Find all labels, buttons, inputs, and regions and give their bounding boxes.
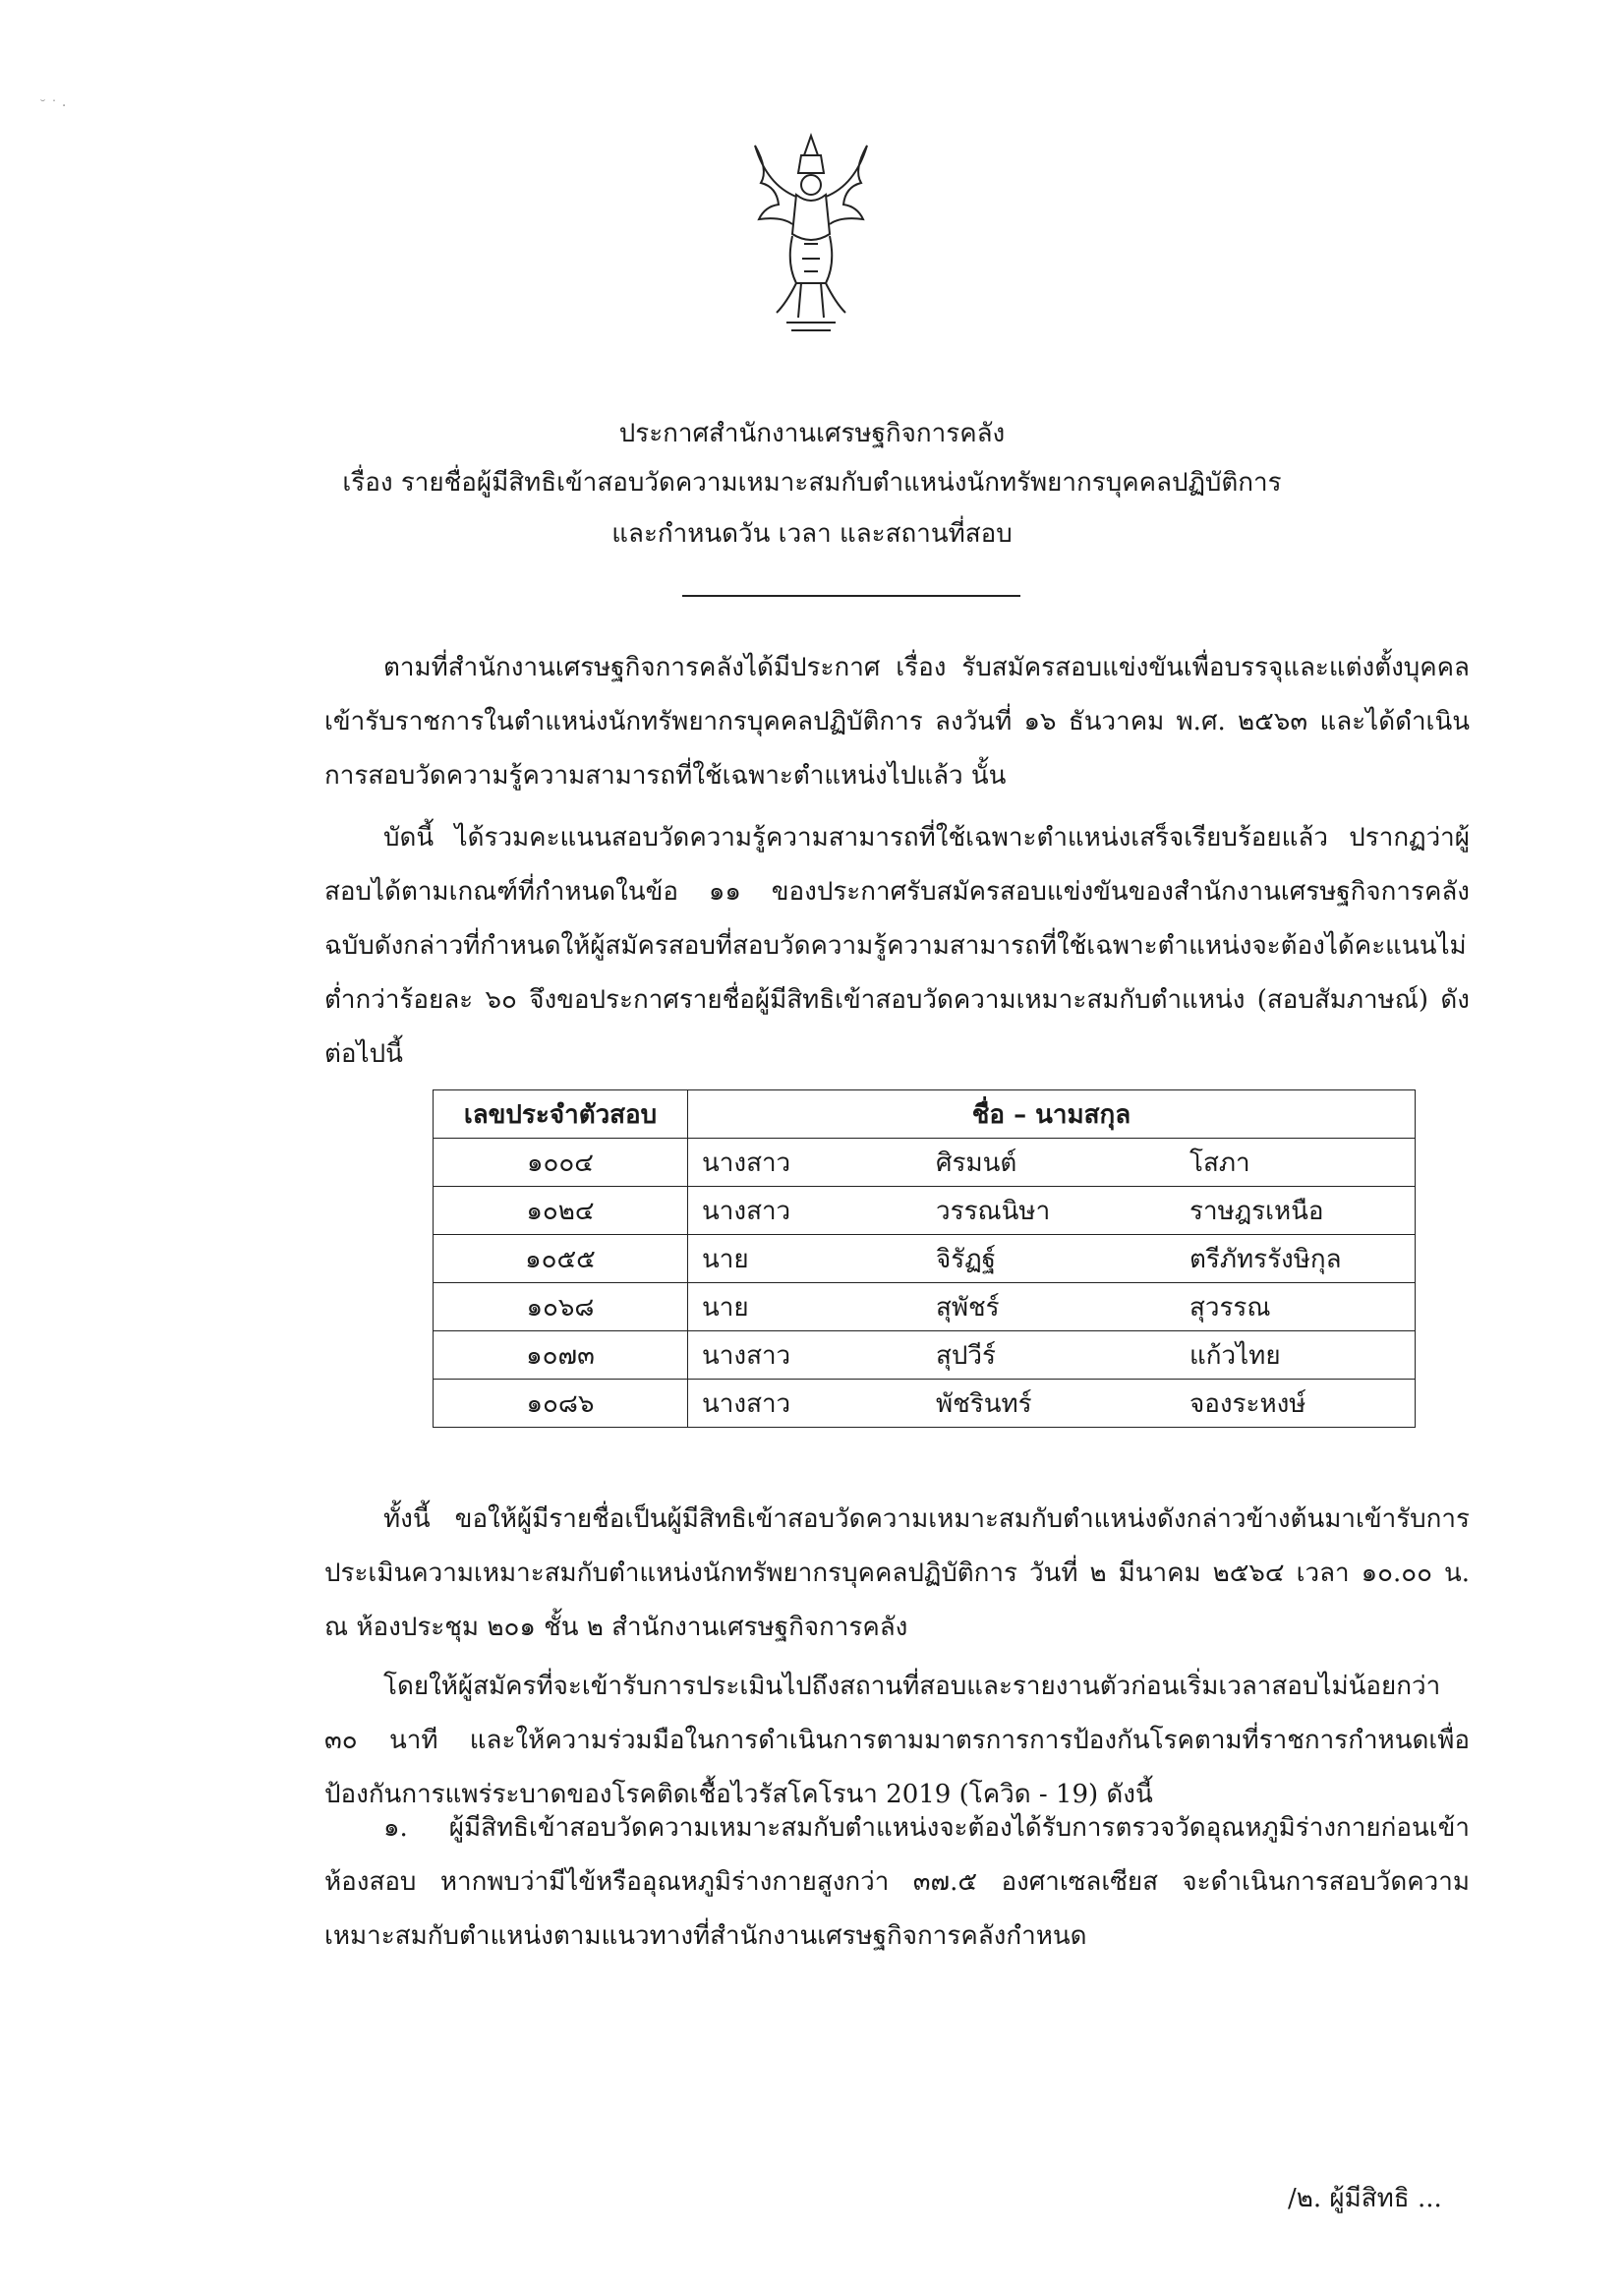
first-name: ศิรมนต์ — [922, 1139, 1176, 1187]
paragraph-4: โดยให้ผู้สมัครที่จะเข้ารับการประเมินไปถึงสถานที่สอบและรายงานตัวก่อนเริ่มเวลาสอบไม่น้อยกว่า ๓๐ นาที และให้ความร่วมมือในการดำเนินการตามมาตรการการป้องกันโรคตามที่ราชการกำหนดเพื่อป้องกันการแพร่ระบาดของโรคติดเชื้อไวรัสโคโรนา 2019 (โควิด - 19) ดังนี้ — [324, 1672, 1470, 1809]
paragraph-1: ตามที่สำนักงานเศรษฐกิจการคลังได้มีประกาศ เรื่อง รับสมัครสอบแข่งขันเพื่อบรรจุและแต่งตั้งบุคคลเข้ารับราชการในตำแหน่งนักทรัพยากรบุคคลปฏิบัติการ ลงวันที่ ๑๖ ธันวาคม พ.ศ. ๒๕๖๓ และได้ดำเนินการสอบวัดความรู้ความสามารถที่ใช้เฉพาะตำแหน่งไปแล้ว นั้น — [324, 653, 1470, 791]
last-name: ราษฎรเหนือ — [1176, 1187, 1416, 1235]
exam-id: ๑๐๒๔ — [434, 1187, 688, 1235]
name-prefix: นางสาว — [688, 1139, 923, 1187]
first-name: สุพัชร์ — [922, 1283, 1176, 1331]
table-row — [434, 1331, 1416, 1380]
exam-id: ๑๐๐๔ — [434, 1139, 688, 1187]
header-exam-id: เลขประจำตัวสอบ — [434, 1090, 688, 1139]
paragraph-2: บัดนี้ ได้รวมคะแนนสอบวัดความรู้ความสามารถที่ใช้เฉพาะตำแหน่งเสร็จเรียบร้อยแล้ว ปรากฏว่าผู้สอบได้ตามเกณฑ์ที่กำหนดในข้อ ๑๑ ของประกาศรับสมัครสอบแข่งขันของสำนักงานเศรษฐกิจการคลัง ฉบับดังกล่าวที่กำหนดให้ผู้สมัครสอบที่สอบวัดความรู้ความสามารถที่ใช้เฉพาะตำแหน่งจะต้องได้คะแนนไม่ต่ำกว่าร้อยละ ๖๐ จึงขอประกาศรายชื่อผู้มีสิทธิเข้าสอบวัดความเหมาะสมกับตำแหน่ง (สอบสัมภาษณ์) ดังต่อไปนี้ — [324, 823, 1470, 1069]
announcement-subject-cont: และกำหนดวัน เวลา และสถานที่สอบ — [611, 519, 1013, 549]
first-name: สุปวีร์ — [922, 1331, 1176, 1380]
last-name: แก้วไทย — [1176, 1331, 1416, 1380]
table-row — [434, 1187, 1416, 1235]
table-header-row — [434, 1090, 1416, 1139]
name-prefix: นาย — [688, 1235, 923, 1283]
first-name: พัชรินทร์ — [922, 1380, 1176, 1428]
last-name: จองระหงษ์ — [1176, 1380, 1416, 1428]
announcement-title: ประกาศสำนักงานเศรษฐกิจการคลัง — [618, 419, 1006, 448]
table-row — [434, 1283, 1416, 1331]
table-row — [434, 1235, 1416, 1283]
scan-specks: ˘ ˙ · — [39, 98, 67, 114]
name-prefix: นางสาว — [688, 1331, 923, 1380]
exam-id: ๑๐๘๖ — [434, 1380, 688, 1428]
header-full-name: ชื่อ – นามสกุล — [688, 1090, 1416, 1139]
last-name: สุวรรณ — [1176, 1283, 1416, 1331]
garuda-emblem-icon — [747, 126, 875, 342]
name-prefix: นาย — [688, 1283, 923, 1331]
name-prefix: นางสาว — [688, 1187, 923, 1235]
first-name: วรรณนิษา — [922, 1187, 1176, 1235]
table-row — [434, 1139, 1416, 1187]
exam-id: ๑๐๕๕ — [434, 1235, 688, 1283]
paragraph-3: ทั้งนี้ ขอให้ผู้มีรายชื่อเป็นผู้มีสิทธิเข้าสอบวัดความเหมาะสมกับตำแหน่งดังกล่าวข้างต้นมาเข้ารับการประเมินความเหมาะสมกับตำแหน่งนักทรัพยากรบุคคลปฏิบัติการ วันที่ ๒ มีนาคม ๒๕๖๔ เวลา ๑๐.๐๐ น. ณ ห้องประชุม ๒๐๑ ชั้น ๒ สำนักงานเศรษฐกิจการคลัง — [324, 1504, 1470, 1642]
last-name: ตรีภัทรรังษิกุล — [1176, 1235, 1416, 1283]
first-name: จิรัฏฐ์ — [922, 1235, 1176, 1283]
name-prefix: นางสาว — [688, 1380, 923, 1428]
announcement-subject: เรื่อง รายชื่อผู้มีสิทธิเข้าสอบวัดความเหมาะสมกับตำแหน่งนักทรัพยากรบุคคลปฏิบัติการ — [342, 468, 1282, 498]
candidate-table — [433, 1089, 1416, 1428]
title-divider — [682, 595, 1020, 597]
paragraph-5: ๑. ผู้มีสิทธิเข้าสอบวัดความเหมาะสมกับตำแหน่งจะต้องได้รับการตรวจวัดอุณหภูมิร่างกายก่อนเข้าห้องสอบ หากพบว่ามีไข้หรืออุณหภูมิร่างกายสูงกว่า ๓๗.๕ องศาเซลเซียส จะดำเนินการสอบวัดความเหมาะสมกับตำแหน่งตามแนวทางที่สำนักงานเศรษฐกิจการคลังกำหนด — [324, 1813, 1470, 1951]
table-row — [434, 1380, 1416, 1428]
exam-id: ๑๐๖๘ — [434, 1283, 688, 1331]
last-name: โสภา — [1176, 1139, 1416, 1187]
continuation-note: /๒. ผู้มีสิทธิ ... — [1288, 2184, 1442, 2213]
exam-id: ๑๐๗๓ — [434, 1331, 688, 1380]
